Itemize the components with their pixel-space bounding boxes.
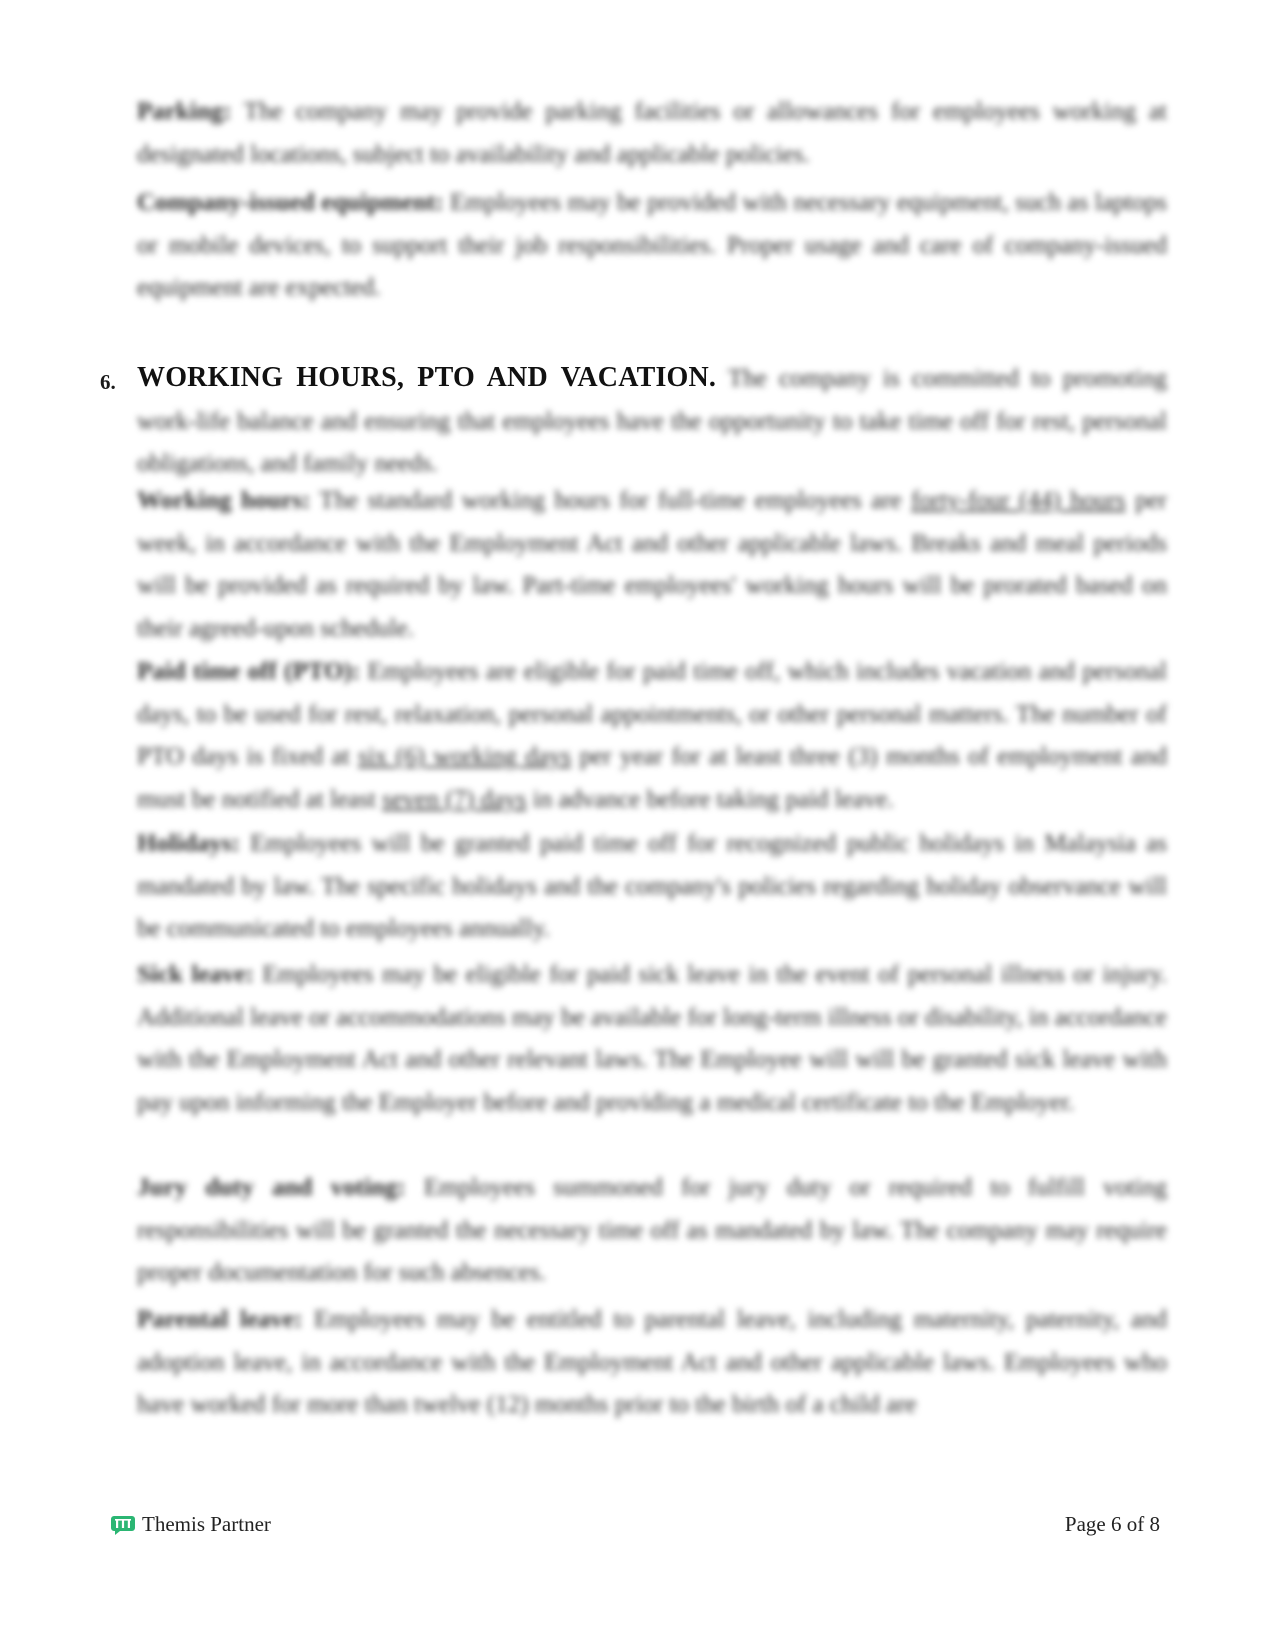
paragraph-pto	[137, 651, 1167, 821]
paragraph-parking	[137, 91, 1167, 176]
page-footer	[110, 1508, 1160, 1544]
text-working-hours-b: per week, in accordance with the Employment Act and other applicable laws. Breaks and meal periods will be provided as required by law. Part-time employees' working hours will be prorated based on their agreed-upon schedule.	[137, 487, 1167, 642]
label-sick-leave: Sick leave:	[137, 961, 254, 988]
label-pto: Paid time off (PTO):	[137, 658, 361, 685]
themis-logo-icon	[110, 1514, 136, 1536]
paragraph-company-equipment	[137, 182, 1167, 310]
paragraph-sick-leave	[137, 954, 1167, 1124]
label-holidays: Holidays:	[137, 830, 240, 857]
underlined-pto-days: six (6) working days	[358, 743, 572, 770]
text-sick-leave: Employees may be eligible for paid sick leave in the event of personal illness or injury. Additional leave or accommodations may be available for long-term illness or disability, in accordance with the Employment Act and other relevant laws. The Employee will will be granted sick leave with pay upon informing the Employer before and providing a medical certificate to the Employer.	[137, 961, 1167, 1116]
label-jury-duty: Jury duty and voting:	[137, 1174, 406, 1201]
section-title: WORKING HOURS, PTO AND VACATION.	[137, 362, 717, 393]
paragraph-working-hours	[137, 480, 1167, 650]
paragraph-holidays	[137, 823, 1167, 951]
text-pto-c: in advance before taking paid leave.	[526, 785, 894, 813]
text-pto-a: Employees are eligible for paid time off, which includes vacation and personal days, to be used for rest, relaxation, personal appointments, or other personal matters. The number of PTO days is fixed at	[137, 658, 1168, 770]
label-company-equipment: Company-issued equipment:	[137, 189, 444, 216]
underlined-notice-days: seven (7) days	[382, 785, 527, 813]
text-jury-duty: Employees summoned for jury duty or required to fulfill voting responsibilities will be granted the necessary time off as mandated by law. The company may require proper documentation for such absences.	[137, 1174, 1167, 1286]
label-parking: Parking:	[137, 98, 232, 125]
text-working-hours-a: The standard working hours for full-time employees are	[310, 487, 912, 514]
underlined-hours: forty-four (44) hours	[911, 487, 1126, 514]
section-heading	[137, 357, 1167, 486]
section-intro: The company is committed to promoting work-life balance and ensuring that employees have the opportunity to take time off for rest, personal obligations, and family needs.	[137, 365, 1167, 477]
label-working-hours: Working hours:	[137, 487, 311, 514]
footer-brand	[110, 1512, 271, 1537]
paragraph-parental-leave	[137, 1299, 1167, 1427]
text-pto-b: per year for at least three (3) months of employment and must be notified at least	[137, 743, 1167, 813]
footer-brand-name: Themis Partner	[142, 1512, 271, 1536]
label-parental-leave: Parental leave:	[137, 1306, 303, 1333]
text-parking: The company may provide parking facilities or allowances for employees working at designated locations, subject to availability and applicable policies.	[137, 98, 1167, 168]
text-parental-leave: Employees may be entitled to parental leave, including maternity, paternity, and adoption leave, in accordance with the Employment Act and other applicable laws. Employees who have worked for more than twelve (12) months prior to the birth of a child are	[137, 1306, 1167, 1418]
text-holidays: Employees will be granted paid time off for recognized public holidays in Malaysia as mandated by law. The specific holidays and the company's policies regarding holiday observance will be communicated to employees annually.	[137, 830, 1167, 942]
page-number: Page 6 of 8	[1064, 1512, 1160, 1536]
text-company-equipment: Employees may be provided with necessary equipment, such as laptops or mobile devices, to support their job responsibilities. Proper usage and care of company-issued equipment are expected.	[137, 189, 1167, 301]
section-number: 6.	[100, 370, 116, 394]
paragraph-jury-duty	[137, 1167, 1167, 1295]
